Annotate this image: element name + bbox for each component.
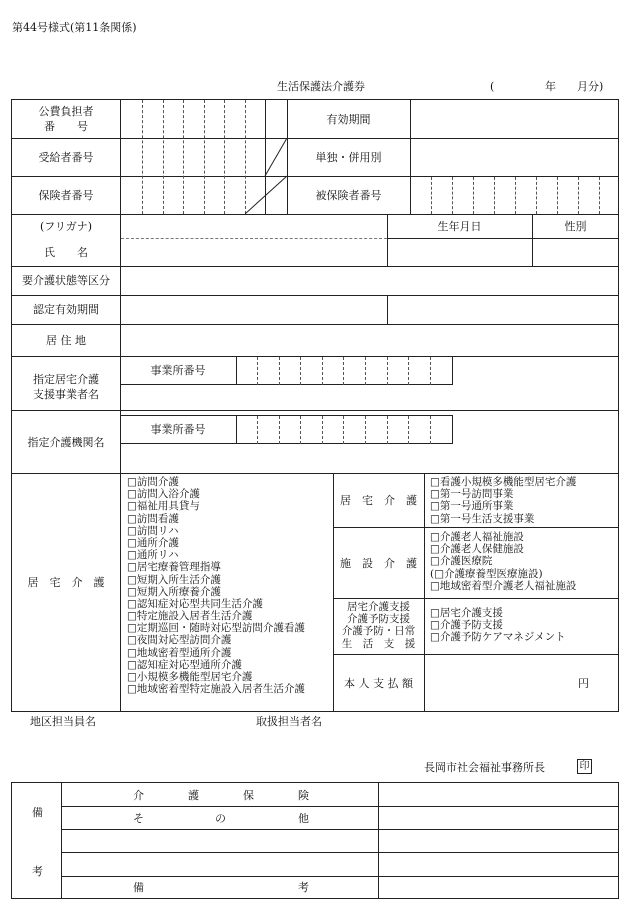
period-year: 年: [545, 80, 556, 93]
furigana-label: (フリガナ): [39, 220, 93, 233]
service-item[interactable]: □第一号通所事業: [430, 500, 514, 513]
support-label-line: 介護予防支援: [347, 613, 410, 626]
service-item[interactable]: □通所介護: [127, 536, 179, 549]
home-care-service-list: [127, 476, 305, 695]
sex-label: 性別: [564, 220, 587, 233]
service-item[interactable]: □介護老人保健施設: [430, 543, 524, 556]
service-item[interactable]: □訪問リハ: [127, 524, 179, 537]
birth-date-label: 生年月日: [437, 220, 482, 233]
service-item[interactable]: □介護医療院: [430, 555, 493, 568]
service-item[interactable]: □介護予防ケアマネジメント: [430, 631, 566, 644]
support-label: [333, 601, 424, 650]
service-item[interactable]: □認知症対応型通所介護: [127, 658, 242, 671]
service-item[interactable]: □福祉用具貸与: [127, 500, 200, 513]
insurer-number-label: 保険者番号: [38, 189, 94, 202]
institution-office-number-label: 事業所番号: [150, 423, 206, 436]
support-office-number-label: 事業所番号: [150, 364, 206, 377]
district-officer-label: 地区担当員名: [30, 715, 96, 728]
insurance-char-4: 険: [298, 789, 309, 802]
service-item[interactable]: □訪問看護: [127, 512, 179, 525]
service-item[interactable]: □定期巡回・随時対応型訪問介護看護: [127, 622, 305, 635]
support-service-list: [430, 607, 566, 644]
home-care-label: 居 宅 介 護: [27, 576, 105, 589]
service-item[interactable]: □認知症対応型共同生活介護: [127, 597, 263, 610]
remarks-label-2: 考: [32, 865, 43, 878]
home-care-support-label-1: 指定居宅介護: [33, 373, 99, 386]
address-label: 居 住 地: [46, 334, 86, 347]
single-combined-label: 単独・併用別: [315, 151, 382, 164]
handler-label: 取扱担当者名: [256, 715, 322, 728]
support-label-line: 介護予防・日常: [341, 625, 416, 638]
other-char-1: そ: [133, 812, 144, 825]
insurance-char-2: 護: [188, 789, 199, 802]
remarks-label-1: 備: [32, 806, 43, 819]
service-item[interactable]: □短期入所療養介護: [127, 585, 221, 598]
service-item[interactable]: □地域密着型通所介護: [127, 646, 232, 659]
service-item[interactable]: □短期入所生活介護: [127, 573, 221, 586]
insurance-char-3: 保: [243, 789, 254, 802]
service-item[interactable]: □地域密着型介護老人福祉施設: [430, 579, 577, 592]
seal-mark: 印: [577, 759, 592, 774]
insured-number-label: 被保険者番号: [315, 189, 382, 202]
yen-unit: 円: [578, 677, 589, 690]
office-head-label: 長岡市社会福祉事務所長: [424, 761, 545, 774]
home-care-right-label: 居 宅 介 護: [340, 494, 417, 507]
valid-period-label: 有効期間: [326, 113, 371, 126]
insurance-char-1: 介: [133, 789, 144, 802]
other-char-3: 他: [298, 812, 309, 825]
service-item[interactable]: □第一号訪問事業: [430, 488, 514, 501]
service-item[interactable]: □小規模多機能型居宅介護: [127, 671, 253, 683]
service-item[interactable]: □第一号生活支援事業: [430, 512, 535, 525]
service-item[interactable]: □通所リハ: [127, 549, 179, 562]
service-item[interactable]: □夜間対応型訪問介護: [127, 634, 232, 647]
service-item[interactable]: □特定施設入居者生活介護: [127, 610, 253, 623]
payer-number-label-2: 番 号: [44, 120, 88, 133]
remarks-bottom-char-2: 考: [298, 881, 309, 894]
service-item[interactable]: □地域密着型特定施設入居者生活介護: [127, 683, 305, 696]
form-title: 生活保護法介護券: [277, 80, 365, 93]
self-pay-label: 本 人 支 払 額: [344, 677, 413, 690]
payer-number-label-1: 公費負担者: [38, 105, 94, 118]
care-institution-label: 指定介護機関名: [27, 436, 105, 449]
support-label-line: 生 活 支 援: [341, 637, 416, 650]
remarks-bottom-char-1: 備: [133, 881, 144, 894]
service-item[interactable]: □介護予防支援: [430, 619, 503, 632]
service-item: (□介護療養型医療施設): [430, 567, 543, 580]
service-item[interactable]: □居宅介護支援: [430, 607, 503, 619]
service-item[interactable]: □介護老人福祉施設: [430, 531, 524, 543]
service-item[interactable]: □訪問介護: [127, 476, 179, 488]
form-number: 第44号様式(第11条関係): [12, 21, 137, 34]
cert-period-label: 認定有効期間: [33, 303, 99, 316]
name-label: 氏 名: [44, 246, 88, 259]
home-care-right-list: [430, 476, 576, 525]
facility-service-list: [430, 531, 576, 592]
service-item[interactable]: □居宅療養管理指導: [127, 561, 221, 574]
facility-care-label: 施 設 介 護: [340, 557, 417, 570]
service-item[interactable]: □訪問入浴介護: [127, 488, 200, 501]
period-month: 月分): [577, 80, 604, 93]
recipient-number-label: 受給者番号: [38, 151, 94, 164]
service-item[interactable]: □看護小規模多機能型居宅介護: [430, 476, 577, 488]
support-label-line: 居宅介護支援: [347, 601, 410, 613]
other-char-2: の: [215, 812, 226, 825]
period-open: (: [490, 80, 495, 93]
care-level-label: 要介護状態等区分: [22, 274, 110, 287]
home-care-support-label-2: 支援事業者名: [33, 388, 99, 401]
diagonal-marks: [245, 138, 288, 215]
remarks-table: [11, 782, 619, 899]
